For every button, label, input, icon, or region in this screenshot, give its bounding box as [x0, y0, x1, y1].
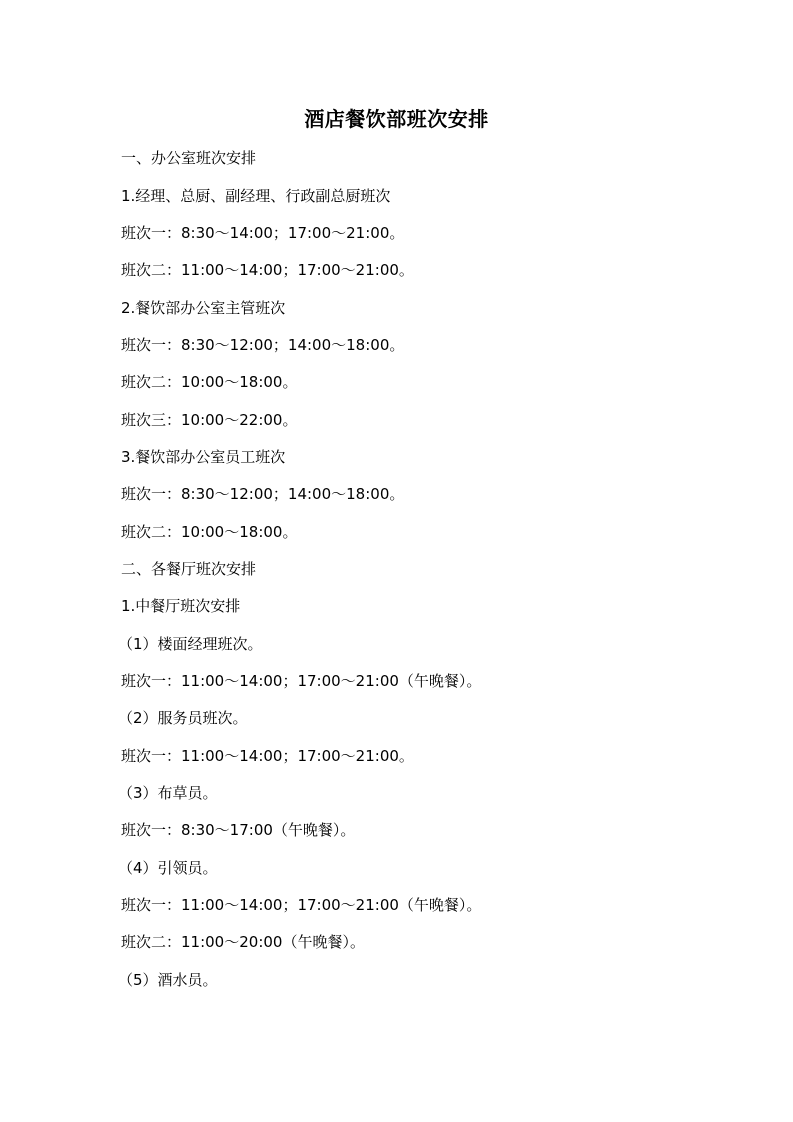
subsection-heading-office-supervisor: 2.餐饮部办公室主管班次	[121, 299, 286, 317]
role-heading-linen-attendant: （3）布草员。	[118, 784, 218, 802]
shift-line: 班次一：11:00～14:00；17:00～21:00（午晚餐）。	[121, 896, 482, 914]
section-heading-office-shifts: 一、办公室班次安排	[121, 149, 257, 167]
document-title: 酒店餐饮部班次安排	[304, 107, 489, 131]
shift-line: 班次一：8:30～17:00（午晚餐）。	[121, 821, 356, 839]
subsection-heading-managers: 1.经理、总厨、副经理、行政副总厨班次	[121, 187, 391, 205]
subsection-heading-office-staff: 3.餐饮部办公室员工班次	[121, 448, 286, 466]
role-heading-beverage-attendant: （5）酒水员。	[118, 971, 218, 989]
shift-line: 班次一：8:30～14:00；17:00～21:00。	[121, 224, 405, 242]
shift-line: 班次一：11:00～14:00；17:00～21:00。	[121, 747, 414, 765]
shift-line: 班次三：10:00～22:00。	[121, 411, 298, 429]
shift-line: 班次一：8:30～12:00；14:00～18:00。	[121, 485, 405, 503]
section-heading-restaurant-shifts: 二、各餐厅班次安排	[121, 560, 257, 578]
role-heading-floor-manager: （1）楼面经理班次。	[118, 635, 263, 653]
shift-line: 班次二：10:00～18:00。	[121, 523, 298, 541]
role-heading-host: （4）引领员。	[118, 859, 218, 877]
shift-line: 班次二：11:00～14:00；17:00～21:00。	[121, 261, 414, 279]
shift-line: 班次二：10:00～18:00。	[121, 373, 298, 391]
role-heading-waiter: （2）服务员班次。	[118, 709, 248, 727]
shift-line: 班次二：11:00～20:00（午晚餐）。	[121, 933, 365, 951]
shift-line: 班次一：11:00～14:00；17:00～21:00（午晚餐）。	[121, 672, 482, 690]
shift-line: 班次一：8:30～12:00；14:00～18:00。	[121, 336, 405, 354]
subsection-heading-chinese-restaurant: 1.中餐厅班次安排	[121, 597, 241, 615]
